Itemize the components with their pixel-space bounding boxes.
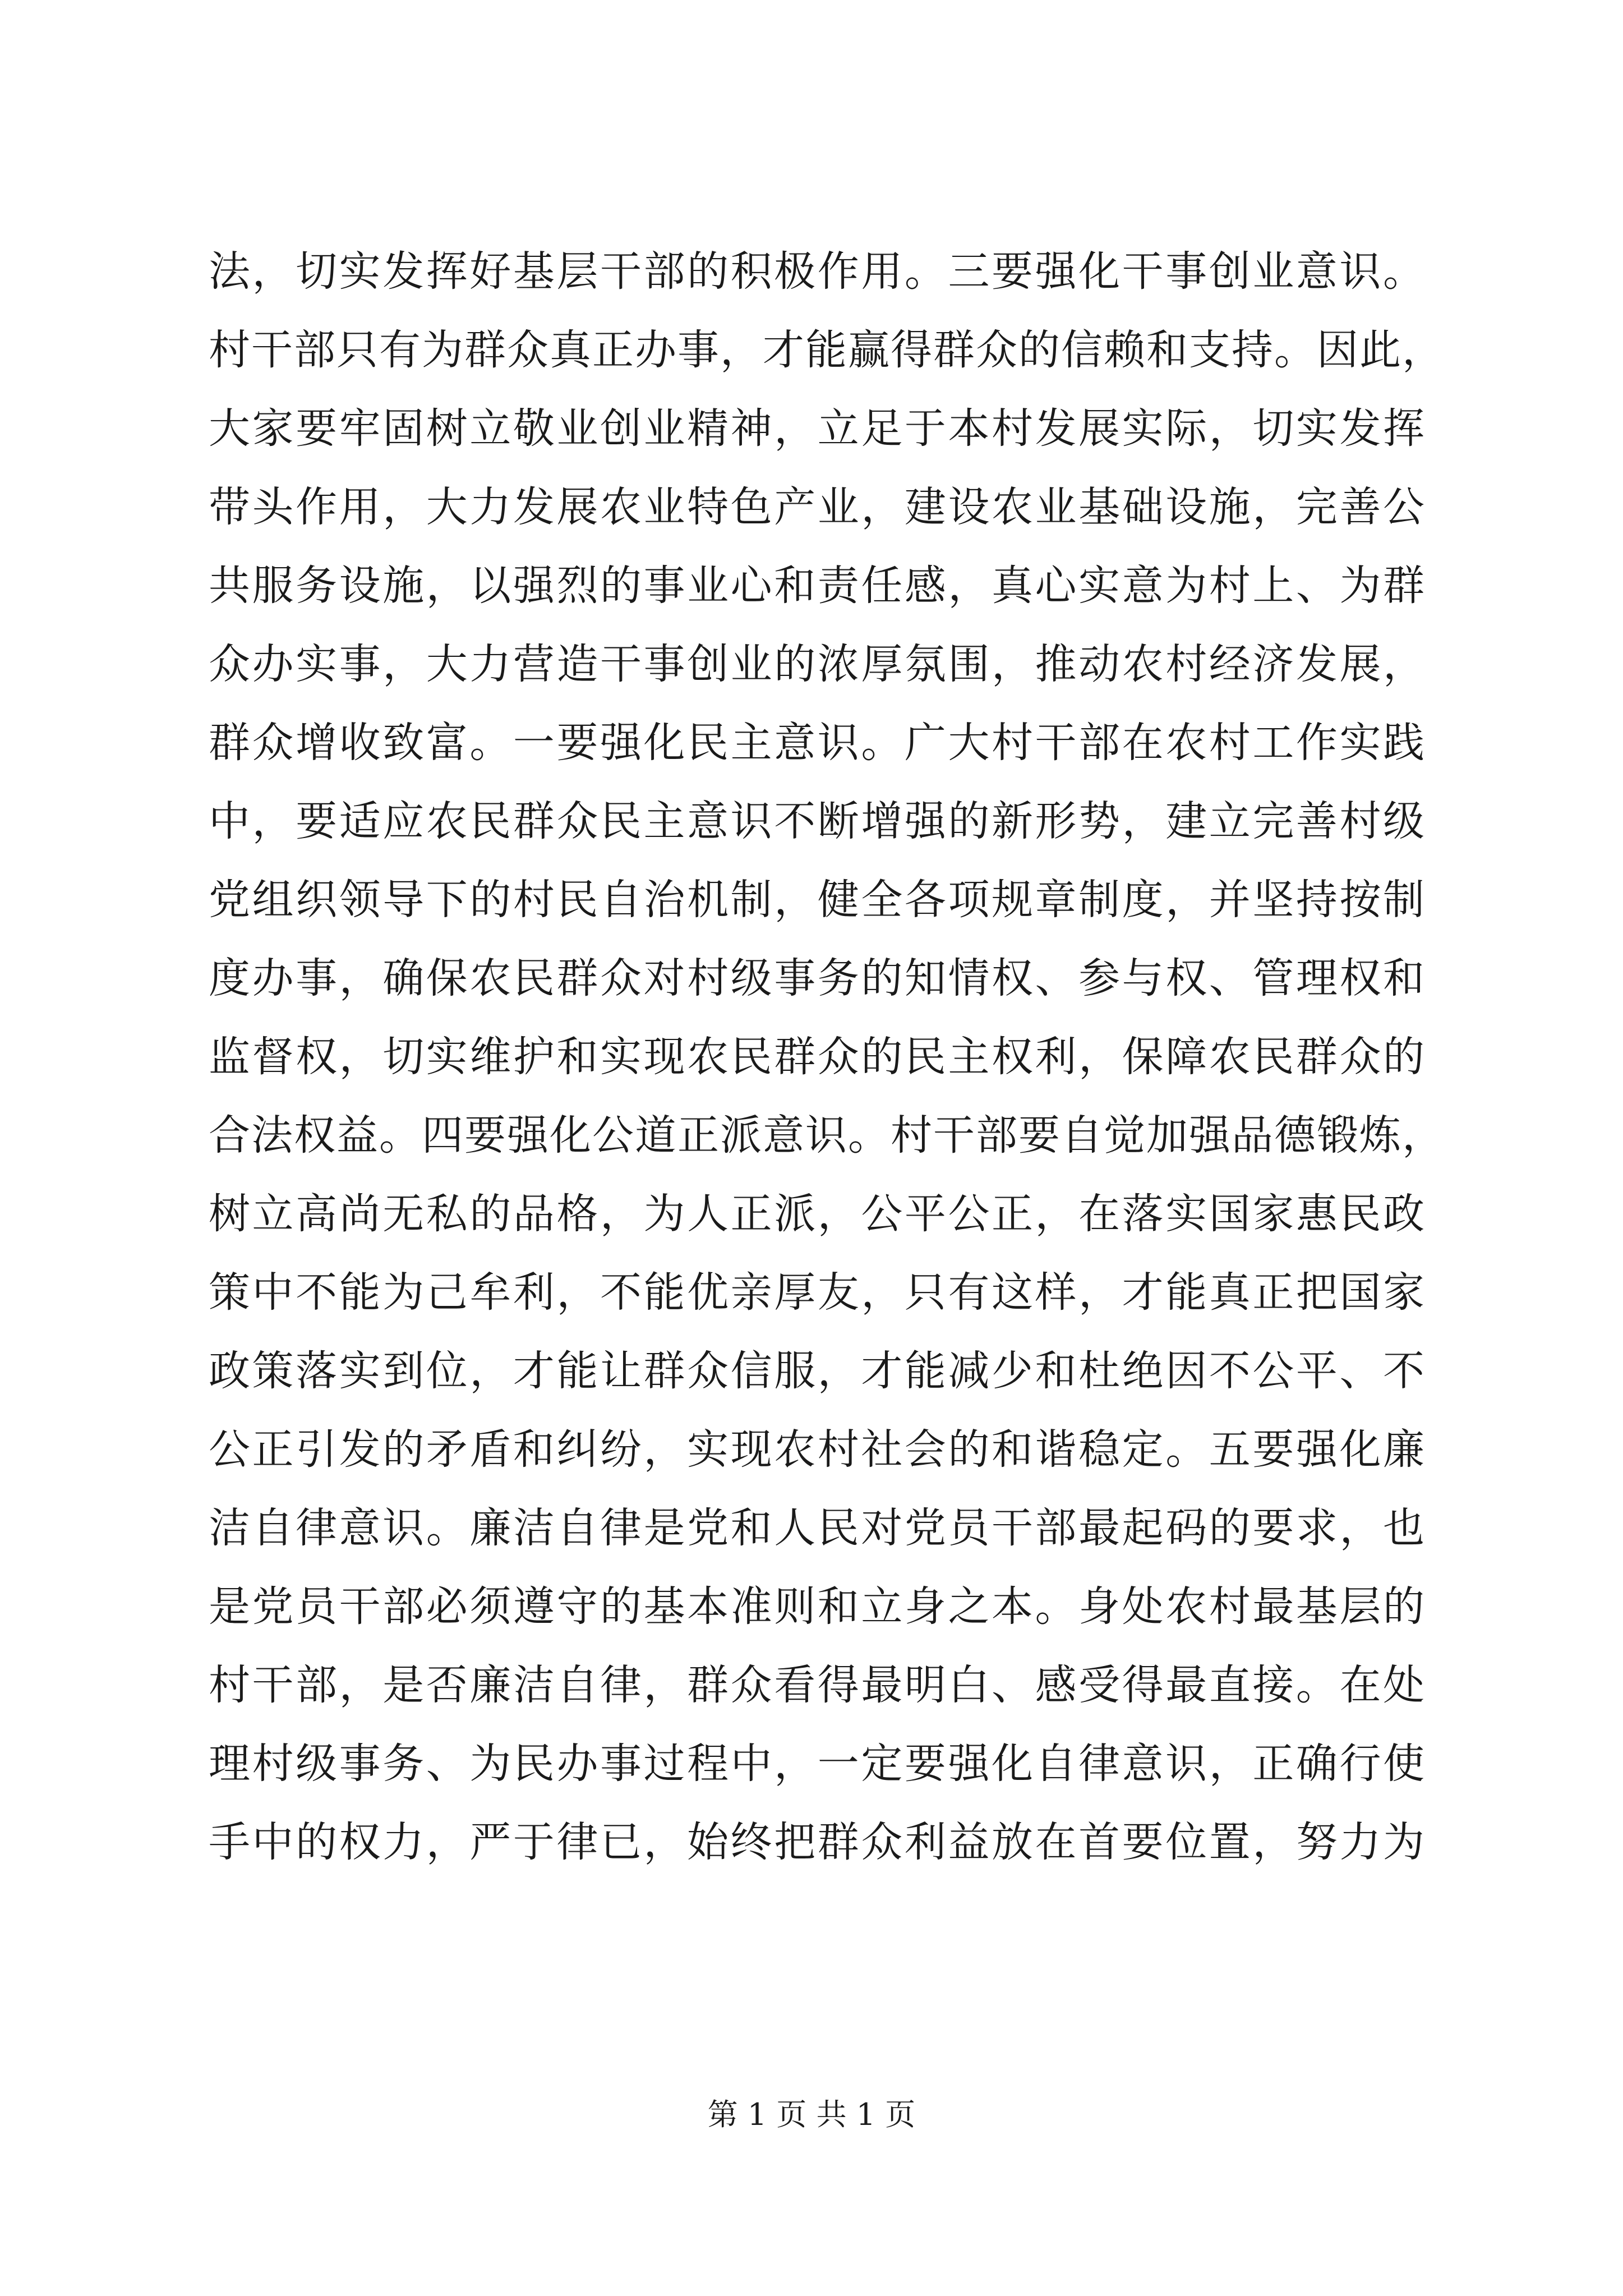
text-line: 手中的权力，严于律已，始终把群众利益放在首要位置，努力为 xyxy=(209,1818,1426,1866)
document-body xyxy=(209,232,1445,1881)
text-line: 中，要适应农民群众民主意识不断增强的新形势，建立完善村级 xyxy=(209,797,1426,845)
text-line: 带头作用，大力发展农业特色产业，建设农业基础设施，完善公 xyxy=(209,483,1426,531)
text-line: 洁自律意识。廉洁自律是党和人民对党员干部最起码的要求，也 xyxy=(209,1504,1426,1552)
text-line: 策中不能为己牟利，不能优亲厚友，只有这样，才能真正把国家 xyxy=(209,1268,1426,1317)
text-line: 公正引发的矛盾和纠纷，实现农村社会的和谐稳定。五要强化廉 xyxy=(209,1425,1426,1474)
text-line: 政策落实到位，才能让群众信服，才能减少和杜绝因不公平、不 xyxy=(209,1347,1426,1395)
page-number-label: 第 1 页 共 1 页 xyxy=(707,2097,916,2132)
text-line: 法，切实发挥好基层干部的积极作用。三要强化干事创业意识。 xyxy=(209,247,1426,296)
text-line: 党组织领导下的村民自治机制，健全各项规章制度，并坚持按制 xyxy=(209,876,1426,924)
text-line: 合法权益。四要强化公道正派意识。村干部要自觉加强品德锻炼， xyxy=(209,1111,1445,1159)
text-line: 群众增收致富。一要强化民主意识。广大村干部在农村工作实践 xyxy=(209,719,1426,767)
text-line: 监督权，切实维护和实现农民群众的民主权利，保障农民群众的 xyxy=(209,1033,1426,1081)
text-line: 大家要牢固树立敬业创业精神，立足于本村发展实际，切实发挥 xyxy=(209,404,1426,453)
page-footer xyxy=(0,2095,1623,2134)
text-line: 理村级事务、为民办事过程中，一定要强化自律意识，正确行使 xyxy=(209,1740,1426,1788)
text-line: 是党员干部必须遵守的基本准则和立身之本。身处农村最基层的 xyxy=(209,1582,1426,1631)
text-line: 村干部只有为群众真正办事，才能赢得群众的信赖和支持。因此， xyxy=(209,326,1445,374)
text-line: 众办实事，大力营造干事创业的浓厚氛围，推动农村经济发展， xyxy=(209,640,1426,688)
text-line: 树立高尚无私的品格，为人正派，公平公正，在落实国家惠民政 xyxy=(209,1190,1426,1238)
text-line: 村干部，是否廉洁自律，群众看得最明白、感受得最直接。在处 xyxy=(209,1661,1426,1709)
text-line: 共服务设施，以强烈的事业心和责任感，真心实意为村上、为群 xyxy=(209,562,1426,610)
text-line: 度办事，确保农民群众对村级事务的知情权、参与权、管理权和 xyxy=(209,954,1426,1002)
